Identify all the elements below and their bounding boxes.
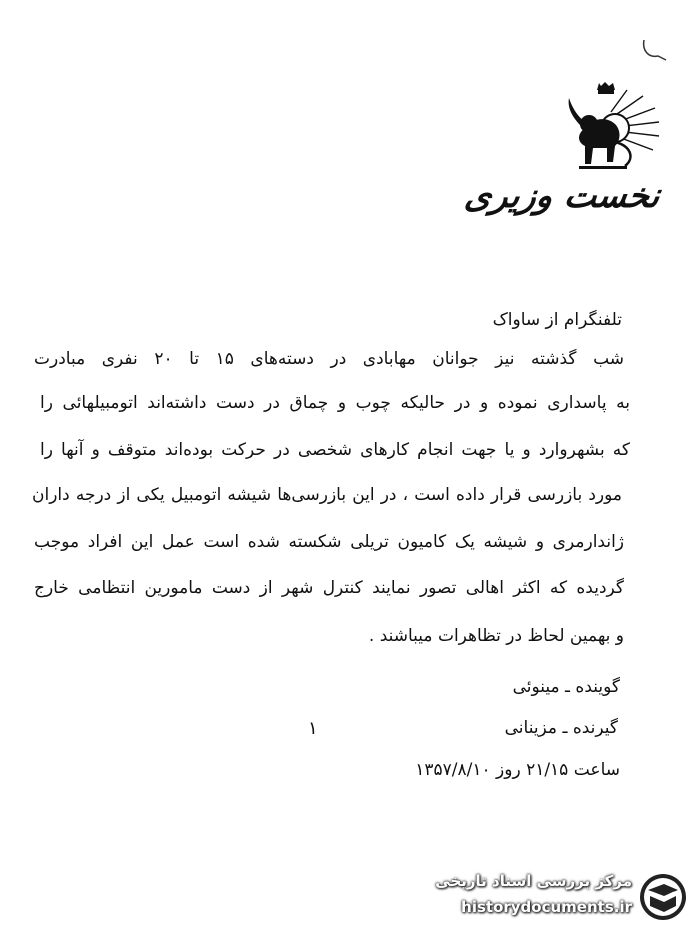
document-heading: تلفنگرام از ساواک [492,310,622,330]
sender-line: گوینده ـ مینوئی [512,677,620,697]
watermark-url[interactable]: historydocuments.ir [461,898,632,916]
body-line-5: ژاندارمری و شیشه یک کامیون تریلی شکسته شده است عمل این افراد موجب [34,532,624,552]
body-line-3: که بشهروارد و یا جهت انجام کارهای شخصی در حرکت بوده‌اند متوقف و آنها را [40,440,630,460]
lion-and-sun-emblem-icon [555,82,665,182]
body-line-7: و بهمین لحاظ در تظاهرات میباشند . [368,626,624,646]
letterhead-title: نخست وزیری [462,176,663,216]
receiver-line: گیرنده ـ مزینانی [504,718,618,738]
body-line-6: گردیده که اکثر اهالی تصور نمایند کنترل شهر از دست مامورین انتظامی خارج [34,578,624,598]
time-and-date-line: ساعت ۲۱/۱۵ روز ۱۳۵۷/۸/۱۰ [415,760,620,780]
handwritten-tick-mark: ۱ [308,718,318,739]
body-line-4: مورد بازرسی قرار داده است ، در این بازرسی‌ها شیشه اتومبیل یکی از درجه داران [32,485,622,505]
body-line-2: به پاسداری نموده و در حالیکه چوب و چماق در دست داشته‌اند اتومبیلهائی را [40,393,630,413]
watermark-title: مرکز بررسی اسناد تاریخی [435,872,632,890]
corner-stroke-mark [640,34,670,64]
body-line-1: شب گذشته نیز جوانان مهابادی در دسته‌های ۱۵ تا ۲۰ نفری مبادرت [34,349,625,369]
history-documents-logo-icon [638,872,688,922]
watermark [420,868,692,926]
